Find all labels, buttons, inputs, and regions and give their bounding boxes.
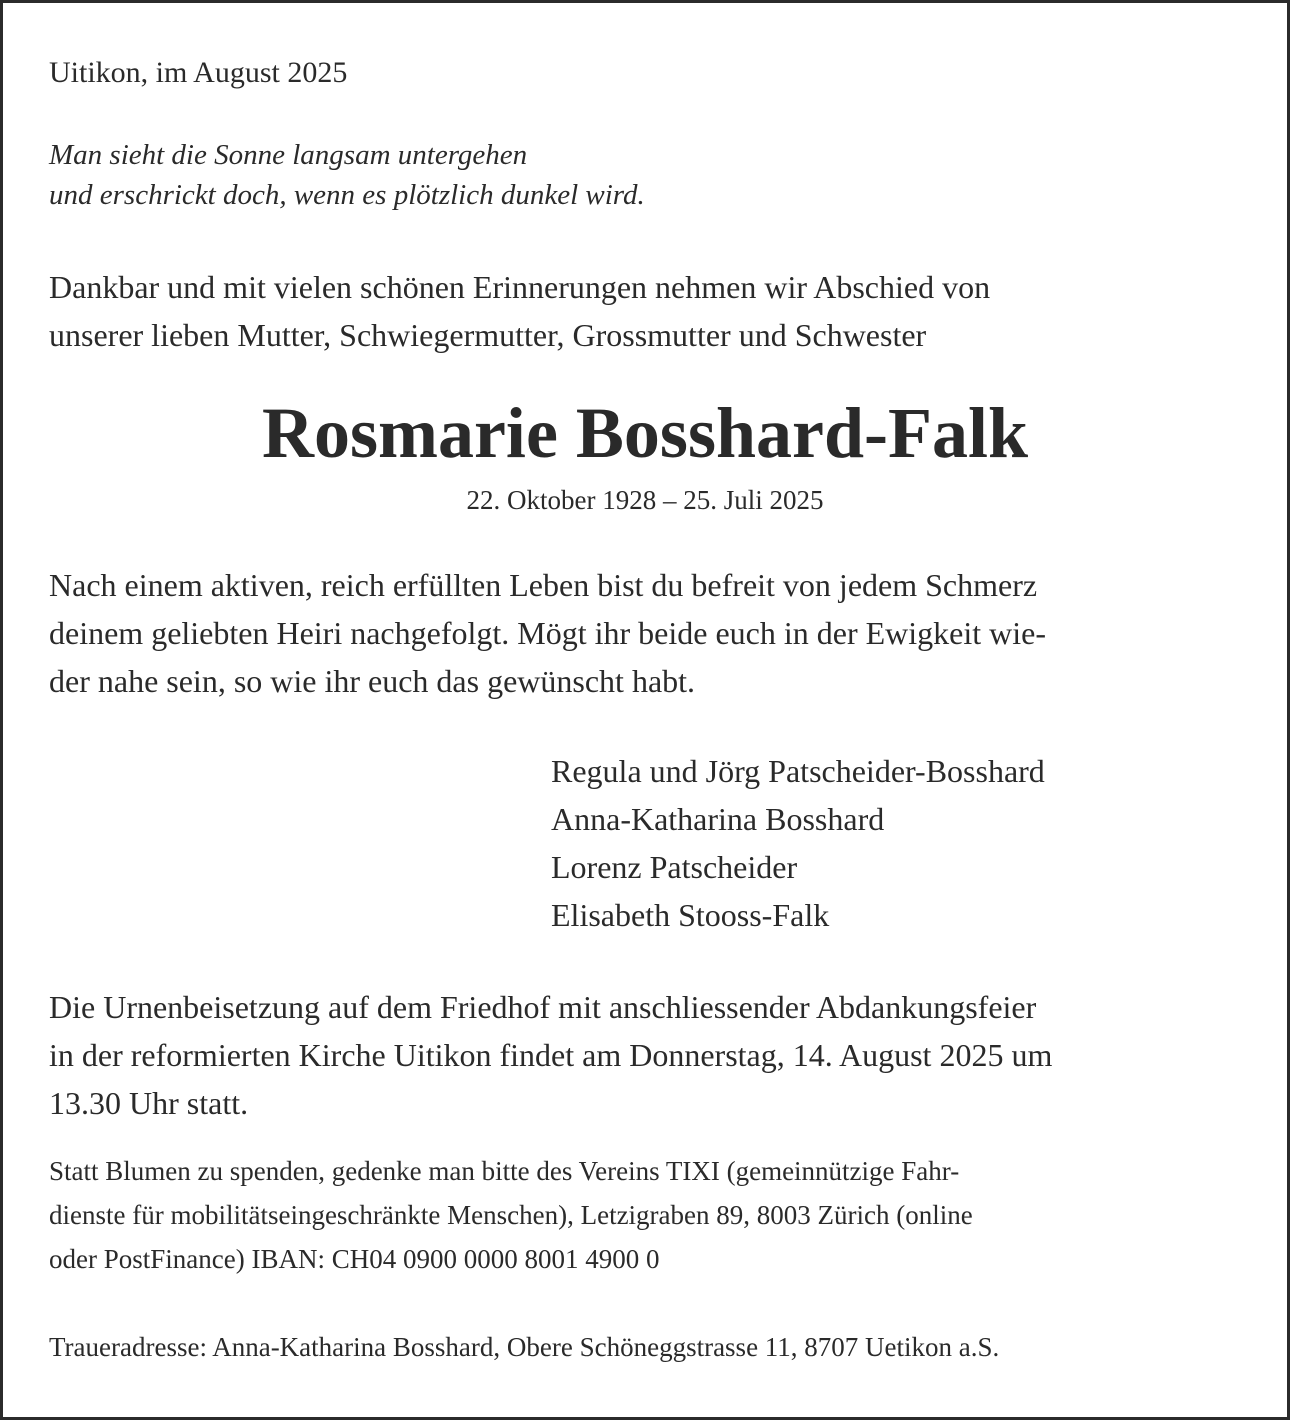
- donation-line: dienste für mobilitätseingeschränkte Menschen), Letzigraben 89, 8003 Zürich (online: [49, 1200, 973, 1230]
- motto-line: Man sieht die Sonne langsam untergehen: [49, 139, 528, 171]
- donation-info: [49, 1149, 973, 1281]
- intro-line: Dankbar und mit vielen schönen Erinnerungen nehmen wir Abschied von: [49, 269, 991, 305]
- mourner-name: Regula und Jörg Patscheider-Bosshard: [551, 753, 1045, 789]
- message-line: deinem geliebten Heiri nachgefolgt. Mögt ihr beide euch in der Ewigkeit wie-: [49, 615, 1046, 651]
- donation-line: oder PostFinance) IBAN: CH04 0900 0000 8001 4900 0: [49, 1244, 660, 1274]
- ceremony-line: Die Urnenbeisetzung auf dem Friedhof mit anschliessender Abdankungsfeier: [49, 989, 1037, 1025]
- ceremony-info: [49, 983, 1052, 1127]
- deceased-name: Rosmarie Bosshard-Falk: [261, 393, 1029, 473]
- ceremony-line: 13.30 Uhr statt.: [49, 1085, 249, 1121]
- motto-line: und erschrickt doch, wenn es plötzlich dunkel wird.: [49, 179, 645, 211]
- mourners-list: [551, 747, 1045, 939]
- message-line: der nahe sein, so wie ihr euch das gewünscht habt.: [49, 663, 696, 699]
- intro-text: [49, 263, 990, 359]
- mourner-name: Anna-Katharina Bosshard: [551, 801, 885, 837]
- mourner-name: Lorenz Patscheider: [551, 849, 798, 885]
- motto-quote: [49, 135, 645, 215]
- donation-line: Statt Blumen zu spenden, gedenke man bitte des Vereins TIXI (gemeinnützige Fahr-: [49, 1156, 960, 1186]
- ceremony-line: in der reformierten Kirche Uitikon findet am Donnerstag, 14. August 2025 um: [49, 1037, 1053, 1073]
- farewell-message: [49, 561, 1046, 705]
- mourning-address: Traueradresse: Anna-Katharina Bosshard, Obere Schöneggstrasse 11, 8707 Uetikon a.S.: [49, 1332, 1000, 1362]
- mourner-name: Elisabeth Stooss-Falk: [551, 897, 830, 933]
- message-line: Nach einem aktiven, reich erfüllten Leben bist du befreit von jedem Schmerz: [49, 567, 1038, 603]
- intro-line: unserer lieben Mutter, Schwiegermutter, Grossmutter und Schwester: [49, 317, 927, 353]
- place-date: Uitikon, im August 2025: [49, 56, 348, 89]
- life-dates: 22. Oktober 1928 – 25. Juli 2025: [466, 485, 824, 515]
